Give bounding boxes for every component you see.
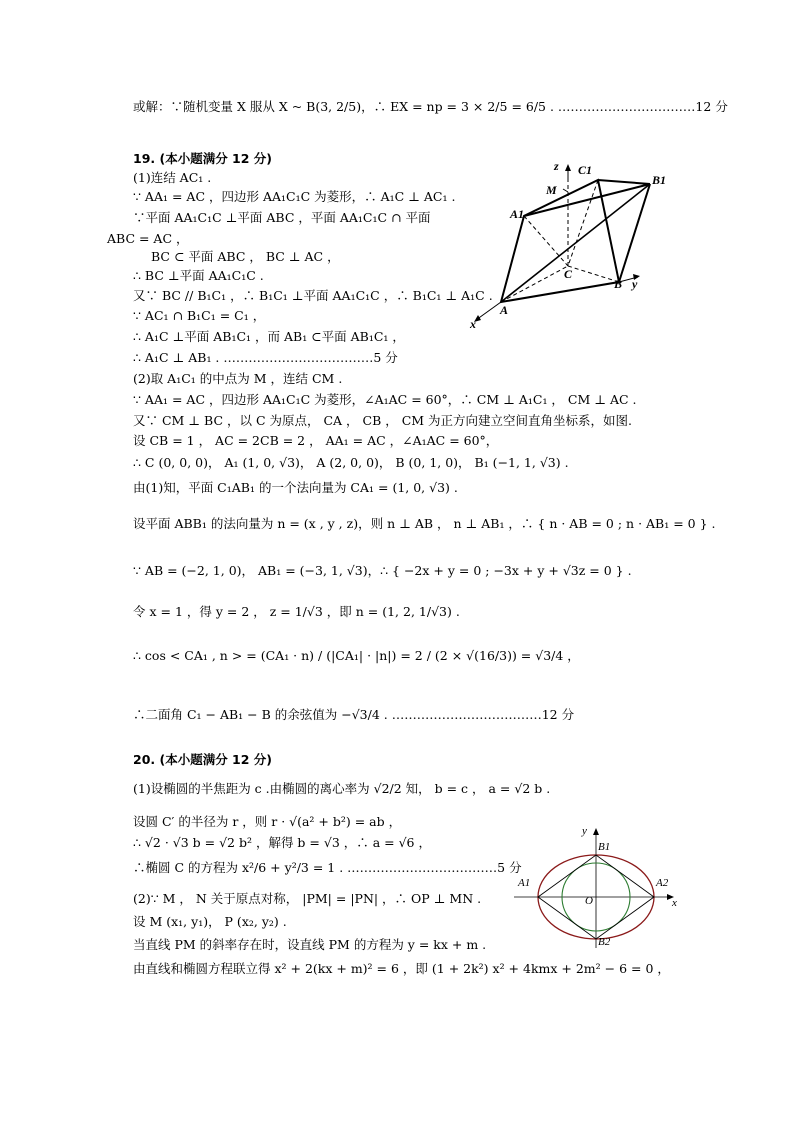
- q20-line: 设 M (x₁, y₁)， P (x₂, y₂) .: [133, 914, 287, 929]
- label-z: z: [554, 159, 559, 173]
- label-a: A: [500, 303, 509, 317]
- line-or-solution: 或解：∵随机变量 X 服从 X ~ B(3, 2/5)，∴ EX = np = 3 × 2/5 = 6/5 . ……………………………12 分: [133, 99, 728, 114]
- q19-line: 又∵ BC // B₁C₁ ，∴ B₁C₁ ⊥平面 AA₁C₁C ，∴ B₁C₁ ⊥ A₁C .: [133, 288, 493, 303]
- q19-line: ∵ AA₁ = AC ，四边形 AA₁C₁C 为菱形，∠A₁AC = 60°，∴ CM ⊥ A₁C₁ ， CM ⊥ AC .: [133, 392, 637, 407]
- q19-line: (1)连结 AC₁ .: [133, 170, 212, 185]
- edge-c1-b1: [598, 180, 650, 184]
- heading-question-19: 19. (本小题满分 12 分): [133, 151, 273, 166]
- label-a2: A2: [656, 877, 669, 889]
- label-a1: A1: [518, 877, 531, 889]
- q19-line: ∴ A₁C ⊥ AB₁ . ………………………………5 分: [133, 350, 398, 365]
- label-b1: B1: [598, 841, 611, 853]
- q19-line: ∵ AA₁ = AC ，四边形 AA₁C₁C 为菱形，∴ A₁C ⊥ AC₁ .: [133, 189, 456, 204]
- q19-line: BC ⊂ 平面 ABC ， BC ⊥ AC ，: [151, 249, 340, 264]
- q19-line: ∴ C (0, 0, 0)， A₁ (1, 0, √3)， A (2, 0, 0)， B (0, 1, 0)， B₁ (−1, 1, √3) .: [133, 455, 569, 470]
- label-c1: C1: [578, 163, 593, 177]
- label-b2: B2: [598, 936, 611, 948]
- q19-line: ∵ AB = (−2, 1, 0)， AB₁ = (−3, 1, √3)，∴ { −2x + y = 0 ; −3x + y + √3z = 0 } .: [133, 563, 632, 578]
- x-axis: [476, 302, 501, 320]
- dash-a1-c: [524, 216, 568, 266]
- label-o: O: [585, 895, 593, 907]
- q19-line: ∴ A₁C ⊥平面 AB₁C₁ ，而 AB₁ ⊂平面 AB₁C₁ ，: [133, 329, 405, 344]
- q19-line: ABC = AC ，: [107, 231, 189, 246]
- y-arrowhead: [593, 828, 599, 835]
- label-c: C: [564, 267, 573, 281]
- label-a1: A1: [510, 207, 525, 221]
- prism-3d-figure: [466, 160, 686, 335]
- q19-line: 又∵ CM ⊥ BC ，以 C 为原点， CA ， CB ， CM 为正方向建立空间直角坐标系，如图.: [133, 413, 633, 428]
- q20-line: 当直线 PM 的斜率存在时，设直线 PM 的方程为 y = kx + m .: [133, 937, 487, 952]
- q19-line: 设平面 ABB₁ 的法向量为 n = (x , y , z)，则 n ⊥ AB ， n ⊥ AB₁ ，∴ { n · AB = 0 ; n · AB₁ = 0 } .: [133, 516, 716, 531]
- heading-question-20: 20. (本小题满分 12 分): [133, 752, 273, 767]
- label-x: x: [672, 897, 677, 909]
- dash-c-b: [568, 266, 619, 282]
- q19-line: ∴ BC ⊥平面 AA₁C₁C .: [133, 268, 264, 283]
- label-y: y: [582, 825, 587, 837]
- q19-line: 由(1)知，平面 C₁AB₁ 的一个法向量为 CA₁ = (1, 0, √3) .: [133, 480, 458, 495]
- q19-line: ∴ cos < CA₁ , n > = (CA₁ · n) / (|CA₁| · |n|) = 2 / (2 × √(16/3)) = √3/4 ，: [133, 648, 580, 663]
- q20-line: (1)设椭圆的半焦距为 c .由椭圆的离心率为 √2/2 知， b = c ， a = √2 b .: [133, 781, 551, 796]
- q19-line: ∵ AC₁ ∩ B₁C₁ = C₁ ，: [133, 308, 266, 323]
- q19-line: ∴二面角 C₁ − AB₁ − B 的余弦值为 −√3/4 . ………………………………12 分: [133, 707, 575, 722]
- m-line: [563, 189, 568, 192]
- label-y: y: [632, 277, 638, 291]
- q19-line: ∵平面 AA₁C₁C ⊥平面 ABC ，平面 AA₁C₁C ∩ 平面: [133, 210, 431, 225]
- q20-line: ∴椭圆 C 的方程为 x²/6 + y²/3 = 1 . ………………………………5 分: [133, 860, 522, 875]
- z-arrowhead: [565, 164, 571, 171]
- dash-b-b1: [619, 184, 650, 282]
- q20-line: 设圆 C′ 的半径为 r ，则 r · √(a² + b²) = ab ，: [133, 814, 402, 829]
- label-b: B: [614, 277, 623, 291]
- face-outline: [501, 180, 619, 302]
- q20-line: ∴ √2 · √3 b = √2 b² ，解得 b = √3 ，∴ a = √6 ，: [133, 835, 431, 850]
- ellipse-figure: [508, 822, 683, 950]
- label-m: M: [546, 183, 557, 197]
- q19-line: 令 x = 1 ，得 y = 2 ， z = 1/√3 ，即 n = (1, 2, 1/√3) .: [133, 604, 460, 619]
- label-b1: B1: [652, 173, 667, 187]
- q20-line: 由直线和椭圆方程联立得 x² + 2(kx + m)² = 6 ，即 (1 + 2k²) x² + 4kmx + 2m² − 6 = 0 ，: [133, 961, 670, 976]
- q19-line: 设 CB = 1 ， AC = 2CB = 2 ， AA₁ = AC ，∠A₁AC = 60°，: [133, 433, 499, 448]
- edge-a1-b1: [524, 184, 650, 216]
- q19-line: (2)取 A₁C₁ 的中点为 M ，连结 CM .: [133, 371, 343, 386]
- label-x: x: [470, 317, 476, 331]
- q20-line: (2)∵ M ， N 关于原点对称， |PM| = |PN| ，∴ OP ⊥ MN .: [133, 891, 482, 906]
